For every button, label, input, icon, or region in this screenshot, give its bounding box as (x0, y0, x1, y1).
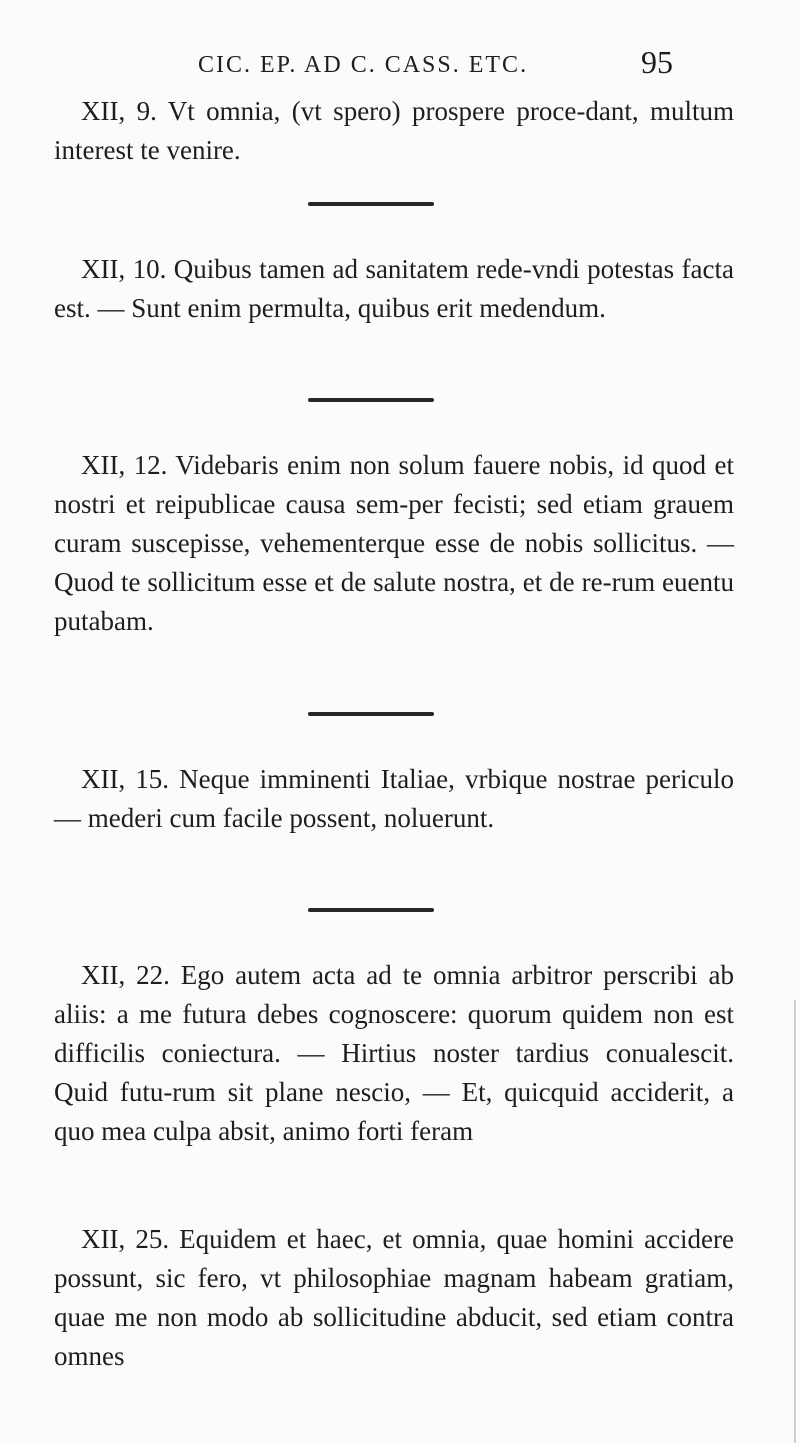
section-xii-15 (54, 760, 734, 838)
running-head (198, 44, 673, 80)
section-xii-10 (54, 250, 734, 328)
section-xii-25 (54, 1220, 734, 1376)
page-edge-shadow (794, 1000, 796, 1443)
section-text: XII, 10. Quibus tamen ad sanitatem rede-vndi potestas facta est. — Sunt enim permulta, quibus erit medendum. (54, 254, 734, 323)
section-xii-22 (54, 956, 734, 1151)
section-text: XII, 15. Neque imminenti Italiae, vrbique nostrae periculo — mederi cum facile possent, noluerunt. (54, 764, 734, 833)
section-divider (308, 908, 434, 912)
running-title: CIC. EP. AD C. CASS. ETC. (198, 52, 529, 78)
section-text: XII, 22. Ego autem acta ad te omnia arbitror perscribi ab aliis: a me futura debes cognoscere: quorum quidem non est difficilis coniectura. — Hirtius noster tardius conualescit. Quid futu-rum sit plane nescio, — Et, quicquid acciderit, a quo mea culpa absit, animo forti feram (54, 960, 734, 1146)
section-divider (308, 712, 434, 716)
section-xii-12 (54, 446, 734, 641)
section-text: XII, 12. Videbaris enim non solum fauere nobis, id quod et nostri et reipublicae causa sem-per fecisti; sed etiam grauem curam suscepisse, vehementerque esse de nobis sollicitus. — Quod te sollicitum esse et de salute nostra, et de re-rum euentu putabam. (54, 450, 734, 636)
section-text: XII, 9. Vt omnia, (vt spero) prospere proce-dant, multum interest te venire. (54, 96, 734, 165)
page-number: 95 (641, 44, 673, 80)
section-xii-9 (54, 92, 734, 170)
section-divider (308, 202, 434, 206)
section-divider (308, 398, 434, 402)
section-text: XII, 25. Equidem et haec, et omnia, quae homini accidere possunt, sic fero, vt philosophiae magnam habeam gratiam, quae me non modo ab sollicitudine abducit, sed etiam contra omnes (54, 1224, 734, 1371)
